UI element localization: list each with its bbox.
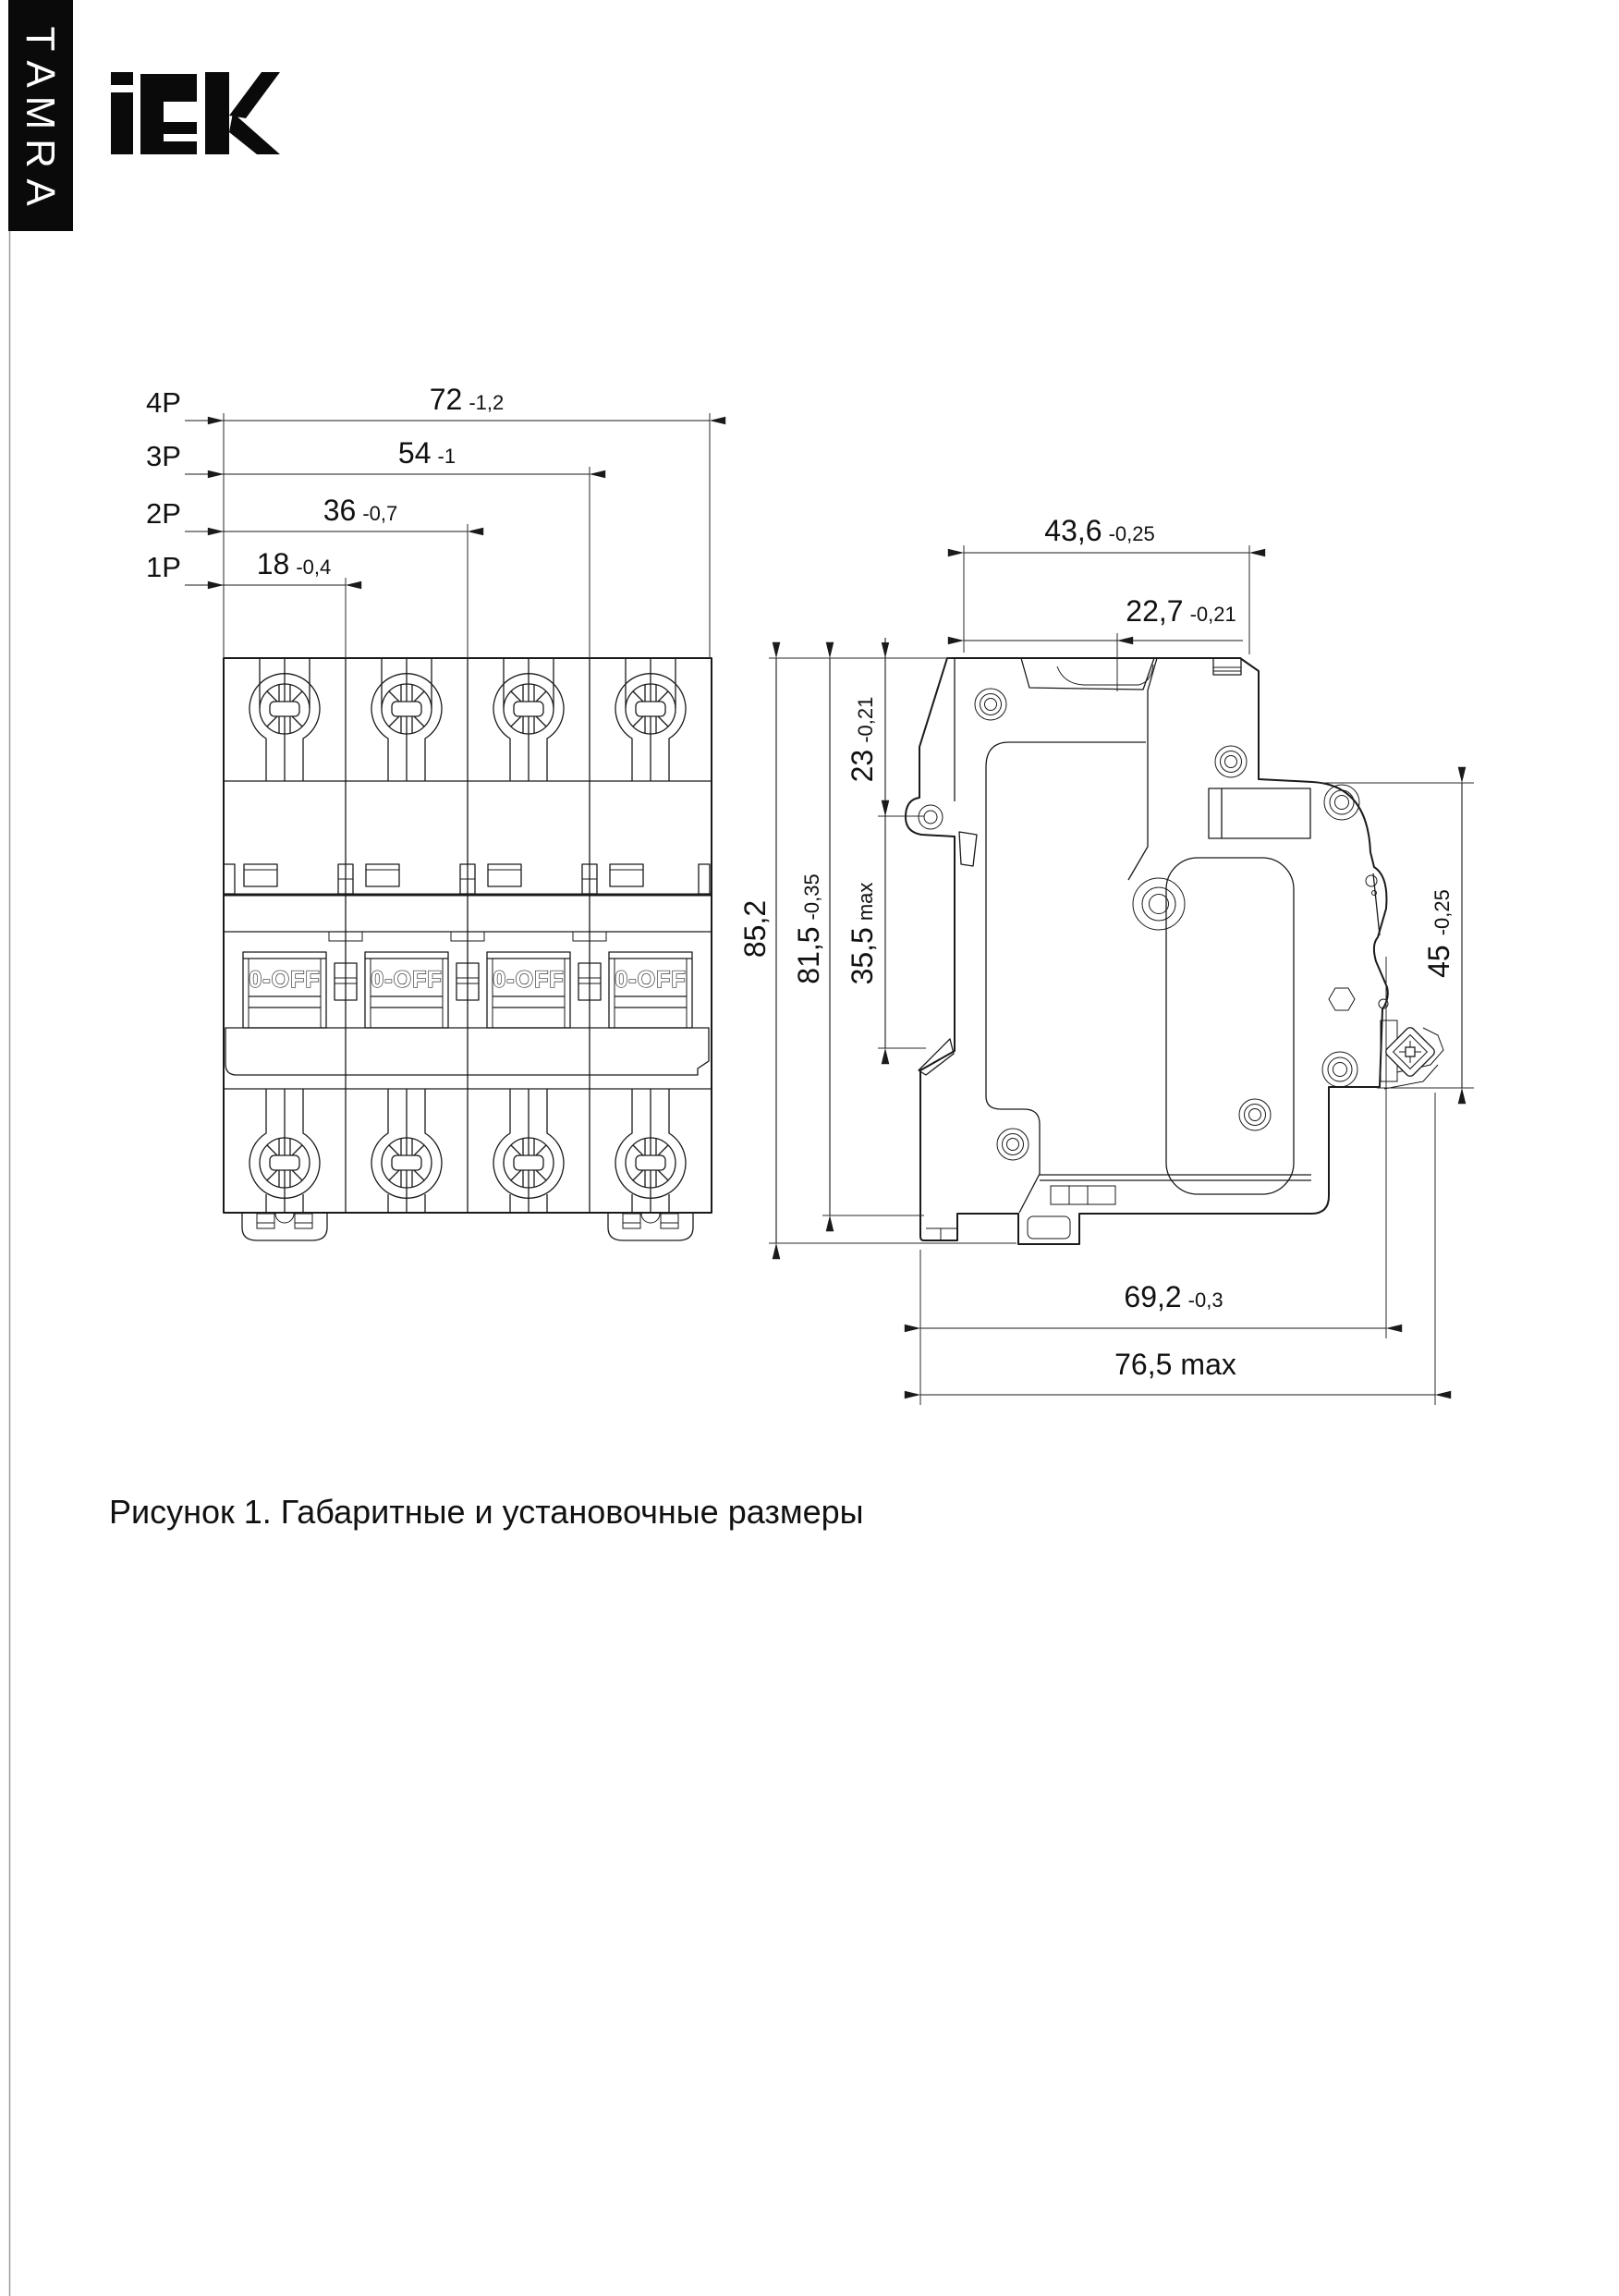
dim-width-3p [146, 436, 590, 474]
pole-config-label: 1P [146, 551, 181, 583]
dim-value: 36 -0,7 [323, 494, 398, 527]
terminal-screw-bottom [493, 1089, 564, 1213]
din-foot [608, 1214, 693, 1240]
side-dimensions [738, 514, 1474, 1405]
dim-value: 35,5max [846, 882, 879, 985]
rivet [1133, 878, 1185, 930]
dim-value: 85,2 [738, 899, 772, 959]
claw-rivet [919, 805, 943, 829]
dim-rail-zone [846, 816, 885, 1048]
terminal-screw-top [615, 658, 686, 781]
front-clip [488, 864, 521, 886]
brand-sidebar [8, 0, 73, 231]
dim-value: 43,6 -0,25 [1044, 514, 1155, 547]
rail-stop-wedge [959, 832, 977, 866]
brand-letter: T [18, 26, 63, 52]
pole-config-label: 4P [146, 386, 181, 419]
brand-letter: A [18, 178, 63, 206]
terminal-screw-bottom [250, 1089, 320, 1213]
front-view [224, 658, 712, 1240]
dim-depth-to-handle [920, 1280, 1386, 1328]
rivet [1324, 785, 1359, 820]
dim-value: 69,2 -0,3 [1124, 1280, 1223, 1313]
dim-value: 72 -1,2 [429, 383, 505, 416]
dim-value: 81,5-0,35 [792, 873, 825, 984]
front-clip [244, 864, 277, 886]
din-foot [242, 1214, 327, 1240]
dim-depth-max [920, 1348, 1435, 1395]
terminal-clamp [1381, 1020, 1443, 1089]
edge-clip [224, 864, 235, 894]
terminal-screw-bottom [371, 1089, 442, 1213]
rivet [997, 1129, 1029, 1160]
terminal-screw-top [371, 658, 442, 781]
toggle-state-label: 0-OFF [493, 967, 565, 993]
dim-depth-to-step [964, 594, 1243, 641]
hex-hole [1329, 988, 1355, 1010]
dim-value: 76,5 max [1114, 1348, 1236, 1381]
side-view [906, 658, 1443, 1244]
terminal-screw-top [493, 658, 564, 781]
lever-pin [1366, 875, 1377, 886]
din-latch-arm [919, 1039, 954, 1075]
dim-value: 18 -0,4 [256, 547, 332, 580]
dim-depth-total [964, 514, 1249, 553]
figure-caption: Рисунок 1. Габаритные и установочные размеры [109, 1493, 864, 1531]
front-clip [610, 864, 643, 886]
iek-logo [111, 72, 280, 154]
dim-value: 45-0,25 [1422, 889, 1455, 978]
rivet [1322, 1052, 1357, 1087]
toggle-state-label: 0-OFF [371, 967, 443, 993]
rivet [1215, 746, 1247, 777]
dim-height-overall [738, 658, 776, 1243]
dim-front-module-height [1422, 783, 1462, 1088]
front-dimensions [146, 383, 710, 658]
pole-config-label: 3P [146, 440, 181, 472]
terminal-opening [1209, 788, 1310, 838]
dim-width-1p [146, 547, 346, 585]
face-clip [1213, 658, 1241, 675]
brand-letter: R [18, 139, 63, 168]
dim-value: 54 -1 [397, 436, 456, 470]
brand-letter: A [18, 60, 63, 88]
side-body-outline [906, 658, 1388, 1244]
latch-tab [1028, 1216, 1070, 1239]
dim-height-body [792, 658, 830, 1215]
edge-clip [699, 864, 710, 894]
dim-width-2p [146, 494, 468, 531]
dim-value: 22,7 -0,21 [1126, 594, 1236, 628]
dim-top-to-rail-claw [846, 638, 889, 816]
rivet [1239, 1099, 1271, 1130]
pole-config-label: 2P [146, 497, 181, 530]
latch-slide [1051, 1186, 1115, 1204]
dim-value: 23-0,21 [846, 696, 879, 783]
brand-letter: M [18, 95, 63, 130]
housing-rib [1166, 858, 1294, 1194]
rivet [975, 689, 1006, 720]
terminal-screw-bottom [615, 1089, 686, 1213]
dim-width-4p [146, 383, 710, 421]
toggle-state-label: 0-OFF [249, 967, 321, 993]
toggle-state-label: 0-OFF [615, 967, 687, 993]
front-clip [366, 864, 399, 886]
terminal-screw-top [250, 658, 320, 781]
